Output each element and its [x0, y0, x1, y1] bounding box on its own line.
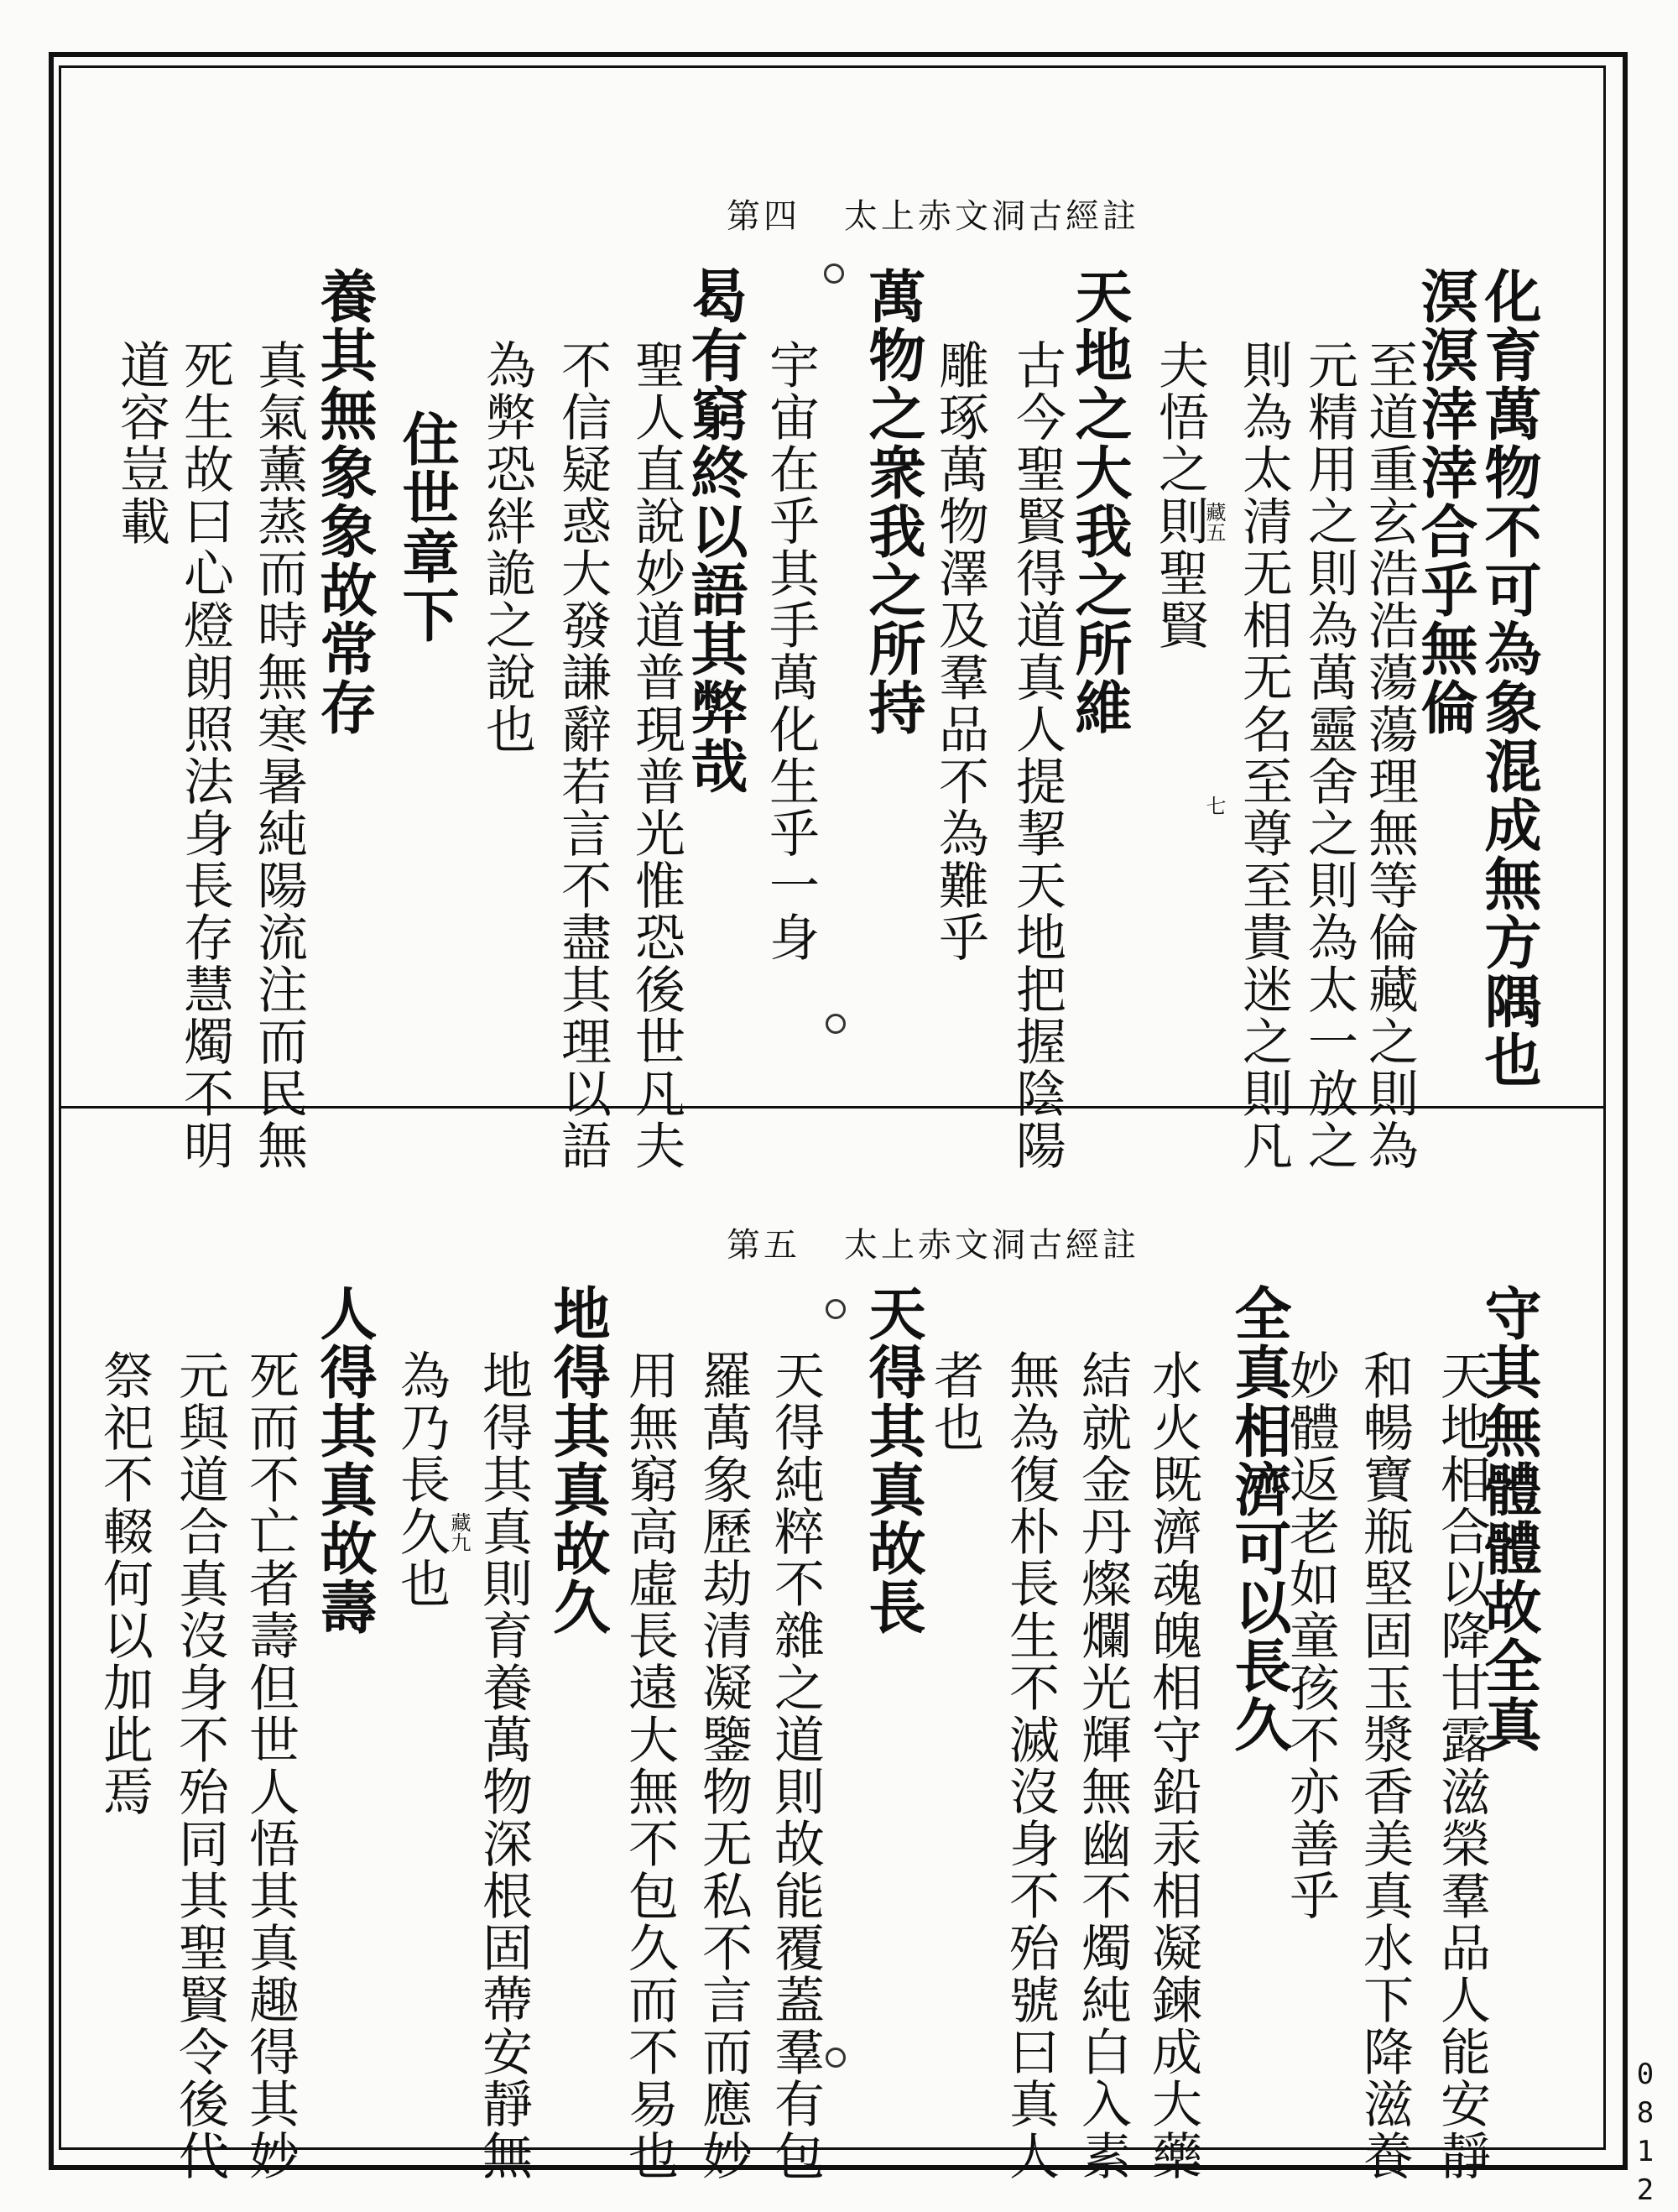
page-number: 0812	[1628, 2058, 1662, 2212]
bottom-col-5: 全真相濟可以長久	[1225, 1284, 1292, 1754]
bottom-col-3: 和暢寶瓶堅固玉漿香美真水下降滋養	[1355, 1349, 1414, 2182]
top-header-section: 第四	[727, 197, 800, 236]
top-col-8: 古今聖賢得道真人提挈天地把握陰陽	[1008, 339, 1066, 1171]
bottom-col-7: 結就金丹燦爛光輝無幽不燭純白入素	[1073, 1349, 1132, 2182]
top-col-9: 雕琢萬物澤及羣品不為難乎	[930, 339, 989, 963]
bottom-col-8: 無為復朴長生不滅沒身不殆號曰真人	[1001, 1349, 1060, 2182]
top-col-7: 天地之大我之所維	[1066, 267, 1133, 737]
bottom-header-title: 太上赤文洞古經註	[844, 1226, 1139, 1265]
bottom-col-11: 天得純粹不雜之道則故能覆蓋羣有包	[766, 1349, 825, 2182]
top-header-title: 太上赤文洞古經註	[844, 197, 1139, 236]
bottom-col-10: 天得其真故長	[859, 1284, 926, 1636]
top-circle-mark-2	[826, 1014, 846, 1034]
bottom-col-9: 者也	[925, 1349, 984, 1453]
bottom-col-12: 羅萬象歷劫清凝鑒物无私不言而應妙	[694, 1349, 753, 2182]
bottom-margin-note-1: 藏九	[447, 1512, 471, 1552]
top-margin-note-1: 藏五	[1202, 502, 1226, 542]
bottom-col-15: 地得其真則育養萬物深根固蔕安靜無	[474, 1349, 533, 2182]
bottom-col-1: 守其無體體故全真	[1475, 1284, 1542, 1754]
top-col-11: 宇宙在乎其手萬化生乎一身	[761, 339, 820, 963]
bottom-col-18: 死而不亡者壽但世人悟其真趣得其妙	[241, 1349, 300, 2182]
bottom-col-16: 為乃長久也	[392, 1349, 451, 1609]
top-col-10: 萬物之衆我之所持	[859, 267, 926, 737]
top-col-1: 化育萬物不可為象混成無方隅也	[1475, 267, 1542, 1089]
bottom-col-6: 水火既濟魂魄相守鉛汞相凝鍊成大藥	[1144, 1349, 1202, 2182]
top-col-5: 則為太清无相无名至尊至貴迷之則凡	[1234, 339, 1293, 1171]
bottom-circle-mark-1	[826, 1299, 846, 1319]
bottom-col-20: 祭祀不輟何以加此焉	[95, 1349, 154, 1818]
top-col-4: 元精用之則為萬靈舍之則為太一放之	[1300, 339, 1358, 1171]
top-col-6: 夫悟之則聖賢	[1150, 339, 1209, 651]
top-col-19: 死生故曰心燈朗照法身長存慧燭不明	[175, 339, 234, 1171]
bottom-col-13: 用無窮高虛長遠大無不包久而不易也	[620, 1349, 679, 2182]
top-col-16: 住世章下	[393, 410, 460, 644]
top-col-17: 養其無象象故常存	[310, 267, 378, 737]
top-col-12: 曷有窮終以語其弊哉	[681, 267, 748, 796]
bottom-col-2: 天地相合以降甘露滋榮羣品人能安靜	[1432, 1349, 1491, 2182]
bottom-col-14: 地得其真故久	[544, 1284, 611, 1636]
top-col-13: 聖人直說妙道普現普光惟恐後世凡夫	[627, 339, 685, 1171]
top-col-15: 為弊恐絆詭之說也	[477, 339, 536, 755]
top-col-2: 溟溟涬涬合乎無倫	[1411, 267, 1478, 737]
bottom-header-section: 第五	[727, 1226, 800, 1265]
bottom-circle-mark-2	[826, 2048, 846, 2068]
top-col-3: 至道重玄浩浩蕩蕩理無等倫藏之則為	[1360, 339, 1419, 1171]
top-margin-note-2: 七	[1202, 796, 1226, 816]
top-col-20: 道容豈載	[112, 339, 170, 547]
top-col-14: 不信疑惑大發謙辭若言不盡其理以語	[553, 339, 612, 1171]
top-col-18: 真氣薰蒸而時無寒暑純陽流注而民無	[249, 339, 308, 1171]
bottom-col-17: 人得其真故壽	[310, 1284, 378, 1636]
bottom-col-4: 妙體返老如童孩不亦善乎	[1281, 1349, 1340, 1922]
bottom-col-19: 元與道合真沒身不殆同其聖賢令後代	[170, 1349, 229, 2182]
top-circle-mark-1	[824, 263, 844, 284]
